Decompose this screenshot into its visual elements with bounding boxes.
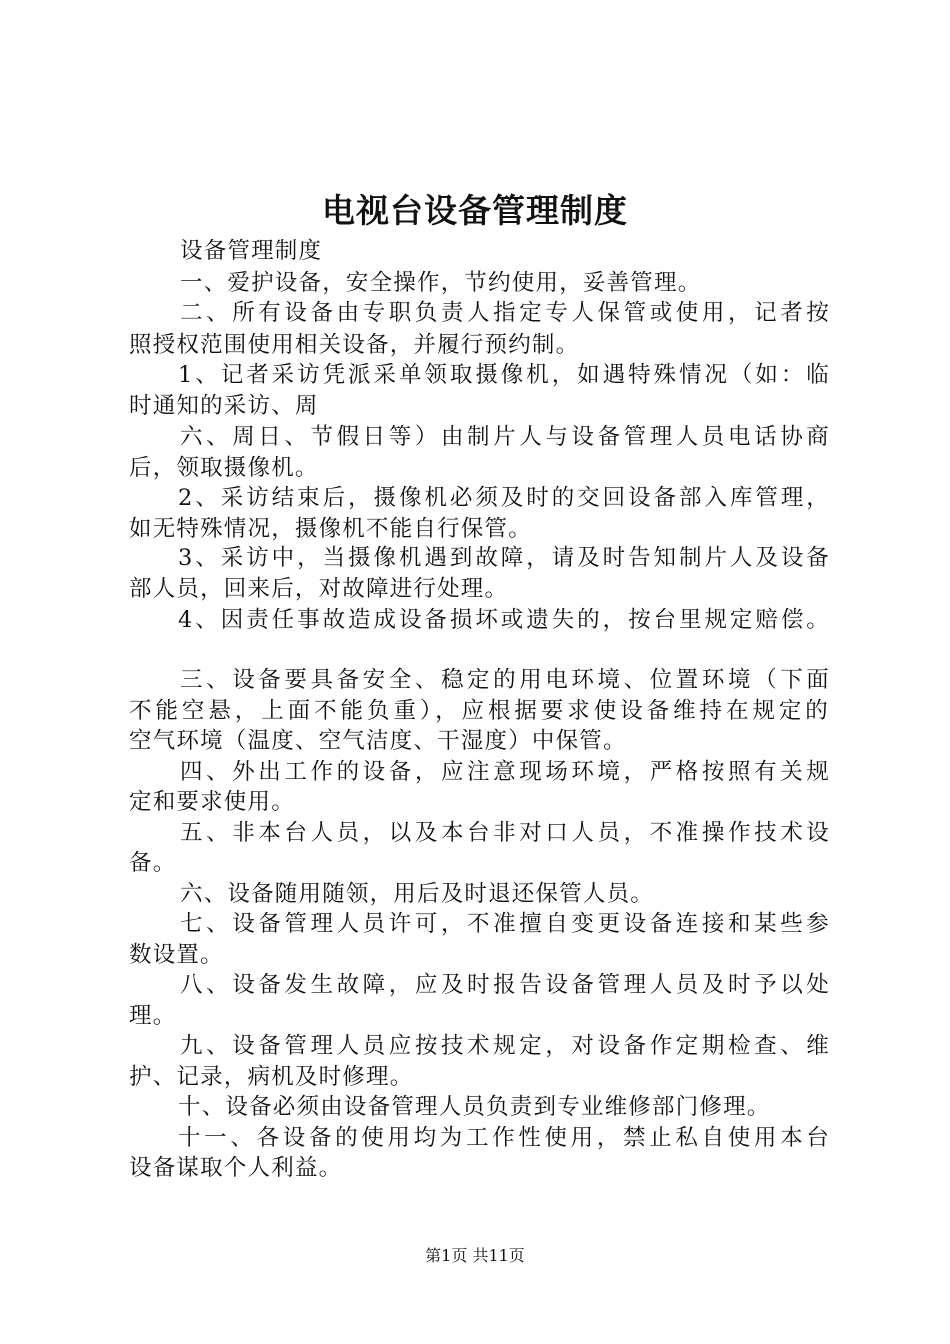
paragraph-line: 十一、各设备的使用均为工作性使用，禁止私自使用本台 [178, 1125, 830, 1151]
paragraph-line: 空气环境（温度、空气洁度、干湿度）中保管。 [129, 728, 627, 754]
paragraph-line: 时通知的采访、周 [129, 393, 319, 419]
paragraph-line: 三、设备要具备安全、稳定的用电环境、位置环境（下面 [180, 667, 830, 693]
paragraph-line: 六、周日、节假日等）由制片人与设备管理人员电话协商 [180, 424, 830, 450]
paragraph-line: 如无特殊情况，摄像机不能自行保管。 [129, 516, 532, 542]
paragraph-line: 七、设备管理人员许可，不准擅自变更设备连接和某些参 [180, 911, 830, 937]
paragraph-line: 理。 [129, 1003, 177, 1029]
paragraph-line: 后，领取摄像机。 [129, 455, 319, 481]
paragraph-line: 二、所有设备由专职负责人指定专人保管或使用，记者按 [180, 300, 830, 326]
paragraph-line: 数设置。 [129, 942, 224, 968]
paragraph-line: 不能空悬，上面不能负重），应根据要求使设备维持在规定的 [129, 698, 829, 724]
paragraph-line: 十、设备必须由设备管理人员负责到专业维修部门修理。 [178, 1094, 771, 1120]
paragraph-line: 五、非本台人员，以及本台非对口人员，不准操作技术设 [180, 820, 830, 846]
paragraph-line: 1、记者采访凭派采单领取摄像机，如遇特殊情况（如：临 [178, 362, 830, 388]
paragraph-line: 定和要求使用。 [129, 789, 295, 815]
paragraph-line: 备。 [129, 850, 177, 876]
paragraph-line: 四、外出工作的设备，应注意现场环境，严格按照有关规 [180, 759, 830, 785]
paragraph-line: 2、采访结束后，摄像机必须及时的交回设备部入库管理， [178, 485, 830, 511]
paragraph-line: 九、设备管理人员应按技术规定，对设备作定期检查、维 [180, 1033, 830, 1059]
paragraph-line: 一、爱护设备，安全操作，节约使用，妥善管理。 [180, 270, 702, 296]
paragraph-line: 部人员，回来后，对故障进行处理。 [129, 576, 509, 602]
paragraph-line: 照授权范围使用相关设备，并履行预约制。 [129, 332, 580, 358]
paragraph-line: 3、采访中，当摄像机遇到故障，请及时告知制片人及设备 [178, 545, 830, 571]
paragraph-line: 六、设备随用随领，用后及时退还保管人员。 [180, 881, 655, 907]
paragraph-line: 设备管理制度 [180, 238, 323, 264]
document-title: 电视台设备管理制度 [322, 191, 628, 230]
page-number: 第1页 共11页 [425, 1246, 525, 1265]
paragraph-line: 护、记录，病机及时修理。 [129, 1064, 414, 1090]
paragraph-line: 4、因责任事故造成设备损坏或遗失的，按台里规定赔偿。 [178, 607, 830, 633]
paragraph-line: 八、设备发生故障，应及时报告设备管理人员及时予以处 [180, 972, 830, 998]
paragraph-line: 设备谋取个人利益。 [129, 1155, 343, 1181]
